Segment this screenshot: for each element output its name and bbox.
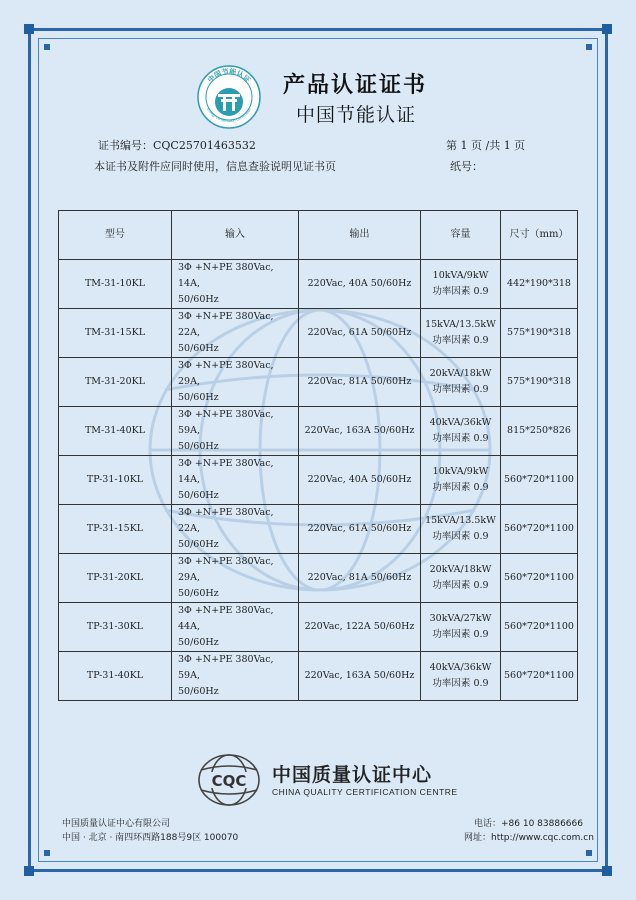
footer-address: 中国 · 北京 · 南四环西路188号9区 100070 (62, 833, 239, 843)
cell-capacity-line2: 功率因素 0.9 (432, 678, 489, 689)
cell-input-line1: 3Φ +N+PE 380Vac, 14A, (178, 262, 274, 289)
table-row (59, 260, 578, 309)
cell-model: TP-31-15KL (59, 505, 172, 554)
page-indicator: 第 1 页 /共 1 页 (446, 139, 526, 152)
header-size: 尺寸（mm） (501, 211, 578, 260)
footer-phone: 电话：+86 10 83886666 (474, 819, 583, 829)
cell-size: 560*720*1100 (501, 456, 578, 505)
cell-capacity (421, 505, 501, 554)
cell-output: 220Vac, 40A 50/60Hz (299, 260, 421, 309)
header-output: 输出 (299, 211, 421, 260)
cell-input (172, 456, 299, 505)
cell-input (172, 407, 299, 456)
cell-capacity-line2: 功率因素 0.9 (432, 433, 489, 444)
cell-capacity-line1: 10kVA/9kW (432, 466, 489, 477)
cell-input-line1: 3Φ +N+PE 380Vac, 29A, (178, 556, 274, 583)
cell-input-line1: 3Φ +N+PE 380Vac, 59A, (178, 654, 274, 681)
cell-input (172, 554, 299, 603)
cell-model: TP-31-20KL (59, 554, 172, 603)
cell-capacity-line2: 功率因素 0.9 (432, 531, 489, 542)
product-spec-table (58, 210, 578, 701)
corner-ornament (602, 24, 612, 34)
cell-capacity-line2: 功率因素 0.9 (432, 384, 489, 395)
cell-input (172, 309, 299, 358)
cqc-logo (196, 752, 262, 808)
corner-ornament (24, 24, 34, 34)
cell-input-line1: 3Φ +N+PE 380Vac, 59A, (178, 409, 274, 436)
cell-model: TM-31-20KL (59, 358, 172, 407)
organization-name-cn: 中国质量认证中心 (272, 764, 433, 786)
corner-ornament (24, 866, 34, 876)
cell-capacity-line1: 20kVA/18kW (429, 564, 492, 575)
table-header-row (59, 211, 578, 260)
cell-model: TP-31-40KL (59, 652, 172, 701)
table-row (59, 358, 578, 407)
cell-capacity-line1: 20kVA/18kW (429, 368, 492, 379)
cell-input-line1: 3Φ +N+PE 380Vac, 14A, (178, 458, 274, 485)
cell-capacity (421, 309, 501, 358)
cell-capacity (421, 603, 501, 652)
footer-company: 中国质量认证中心有限公司 (62, 819, 171, 829)
cell-input-line1: 3Φ +N+PE 380Vac, 44A, (178, 605, 274, 632)
cell-capacity-line2: 功率因素 0.9 (432, 286, 489, 297)
table-row (59, 505, 578, 554)
cell-input-line2: 50/60Hz (178, 490, 219, 501)
cell-capacity-line2: 功率因素 0.9 (432, 580, 489, 591)
energy-certification-logo (196, 64, 262, 130)
table-row (59, 456, 578, 505)
cell-input (172, 260, 299, 309)
cell-capacity-line1: 15kVA/13.5kW (425, 515, 496, 526)
cell-size: 575*190*318 (501, 358, 578, 407)
cell-output: 220Vac, 61A 50/60Hz (299, 309, 421, 358)
cell-output: 220Vac, 122A 50/60Hz (299, 603, 421, 652)
corner-ornament (602, 866, 612, 876)
cell-capacity (421, 652, 501, 701)
cell-capacity (421, 456, 501, 505)
cell-input-line2: 50/60Hz (178, 294, 219, 305)
cell-capacity-line1: 40kVA/36kW (429, 417, 492, 428)
cell-capacity-line1: 10kVA/9kW (432, 270, 489, 281)
cell-input-line1: 3Φ +N+PE 380Vac, 29A, (178, 360, 274, 387)
svg-text:中国节能认证: 中国节能认证 (206, 67, 252, 85)
cell-capacity-line1: 15kVA/13.5kW (425, 319, 496, 330)
corner-ornament (44, 44, 50, 50)
cell-input (172, 603, 299, 652)
cell-output: 220Vac, 81A 50/60Hz (299, 358, 421, 407)
cell-capacity-line1: 30kVA/27kW (429, 613, 492, 624)
cell-capacity (421, 260, 501, 309)
organization-name-en: CHINA QUALITY CERTIFICATION CENTRE (272, 787, 458, 797)
cell-input (172, 652, 299, 701)
table-row (59, 603, 578, 652)
cell-size: 560*720*1100 (501, 603, 578, 652)
usage-notice: 本证书及附件应同时使用，信息查验说明见证书页 (94, 160, 336, 173)
table-row (59, 407, 578, 456)
cell-input-line2: 50/60Hz (178, 539, 219, 550)
cell-size: 560*720*1100 (501, 652, 578, 701)
page-title: 产品认证证书 (283, 73, 428, 98)
cell-capacity (421, 358, 501, 407)
cell-capacity (421, 554, 501, 603)
cell-model: TM-31-40KL (59, 407, 172, 456)
header-input: 输入 (172, 211, 299, 260)
cell-capacity (421, 407, 501, 456)
svg-text:CQC: CQC (211, 772, 247, 790)
cell-capacity-line2: 功率因素 0.9 (432, 629, 489, 640)
certificate-number: 证书编号：CQC25701463532 (98, 139, 256, 152)
svg-text:Energy Conservation Certificat: Energy Conservation Certification (206, 107, 252, 124)
cell-model: TM-31-10KL (59, 260, 172, 309)
cell-input-line1: 3Φ +N+PE 380Vac, 22A, (178, 311, 274, 338)
cell-output: 220Vac, 61A 50/60Hz (299, 505, 421, 554)
cell-input-line2: 50/60Hz (178, 392, 219, 403)
cell-input-line2: 50/60Hz (178, 637, 219, 648)
corner-ornament (586, 44, 592, 50)
cell-model: TM-31-15KL (59, 309, 172, 358)
cell-input (172, 505, 299, 554)
cell-input-line2: 50/60Hz (178, 343, 219, 354)
cell-output: 220Vac, 40A 50/60Hz (299, 456, 421, 505)
cell-size: 575*190*318 (501, 309, 578, 358)
table-row (59, 309, 578, 358)
corner-ornament (586, 850, 592, 856)
cell-input-line2: 50/60Hz (178, 441, 219, 452)
cell-output: 220Vac, 163A 50/60Hz (299, 652, 421, 701)
corner-ornament (44, 850, 50, 856)
cell-model: TP-31-10KL (59, 456, 172, 505)
table-row (59, 652, 578, 701)
cell-input-line1: 3Φ +N+PE 380Vac, 22A, (178, 507, 274, 534)
cell-capacity-line2: 功率因素 0.9 (432, 335, 489, 346)
page-subtitle: 中国节能认证 (296, 104, 417, 126)
cell-size: 560*720*1100 (501, 554, 578, 603)
cell-size: 560*720*1100 (501, 505, 578, 554)
cell-input (172, 358, 299, 407)
cell-input-line2: 50/60Hz (178, 686, 219, 697)
paper-number: 纸号： (450, 160, 483, 173)
header-capacity: 容量 (421, 211, 501, 260)
table-row (59, 554, 578, 603)
cell-model: TP-31-30KL (59, 603, 172, 652)
cell-capacity-line1: 40kVA/36kW (429, 662, 492, 673)
cell-size: 815*250*826 (501, 407, 578, 456)
cell-size: 442*190*318 (501, 260, 578, 309)
cell-capacity-line2: 功率因素 0.9 (432, 482, 489, 493)
cell-output: 220Vac, 81A 50/60Hz (299, 554, 421, 603)
cell-output: 220Vac, 163A 50/60Hz (299, 407, 421, 456)
footer-website[interactable]: 网址：http://www.cqc.com.cn (464, 833, 594, 843)
header-model: 型号 (59, 211, 172, 260)
cell-input-line2: 50/60Hz (178, 588, 219, 599)
